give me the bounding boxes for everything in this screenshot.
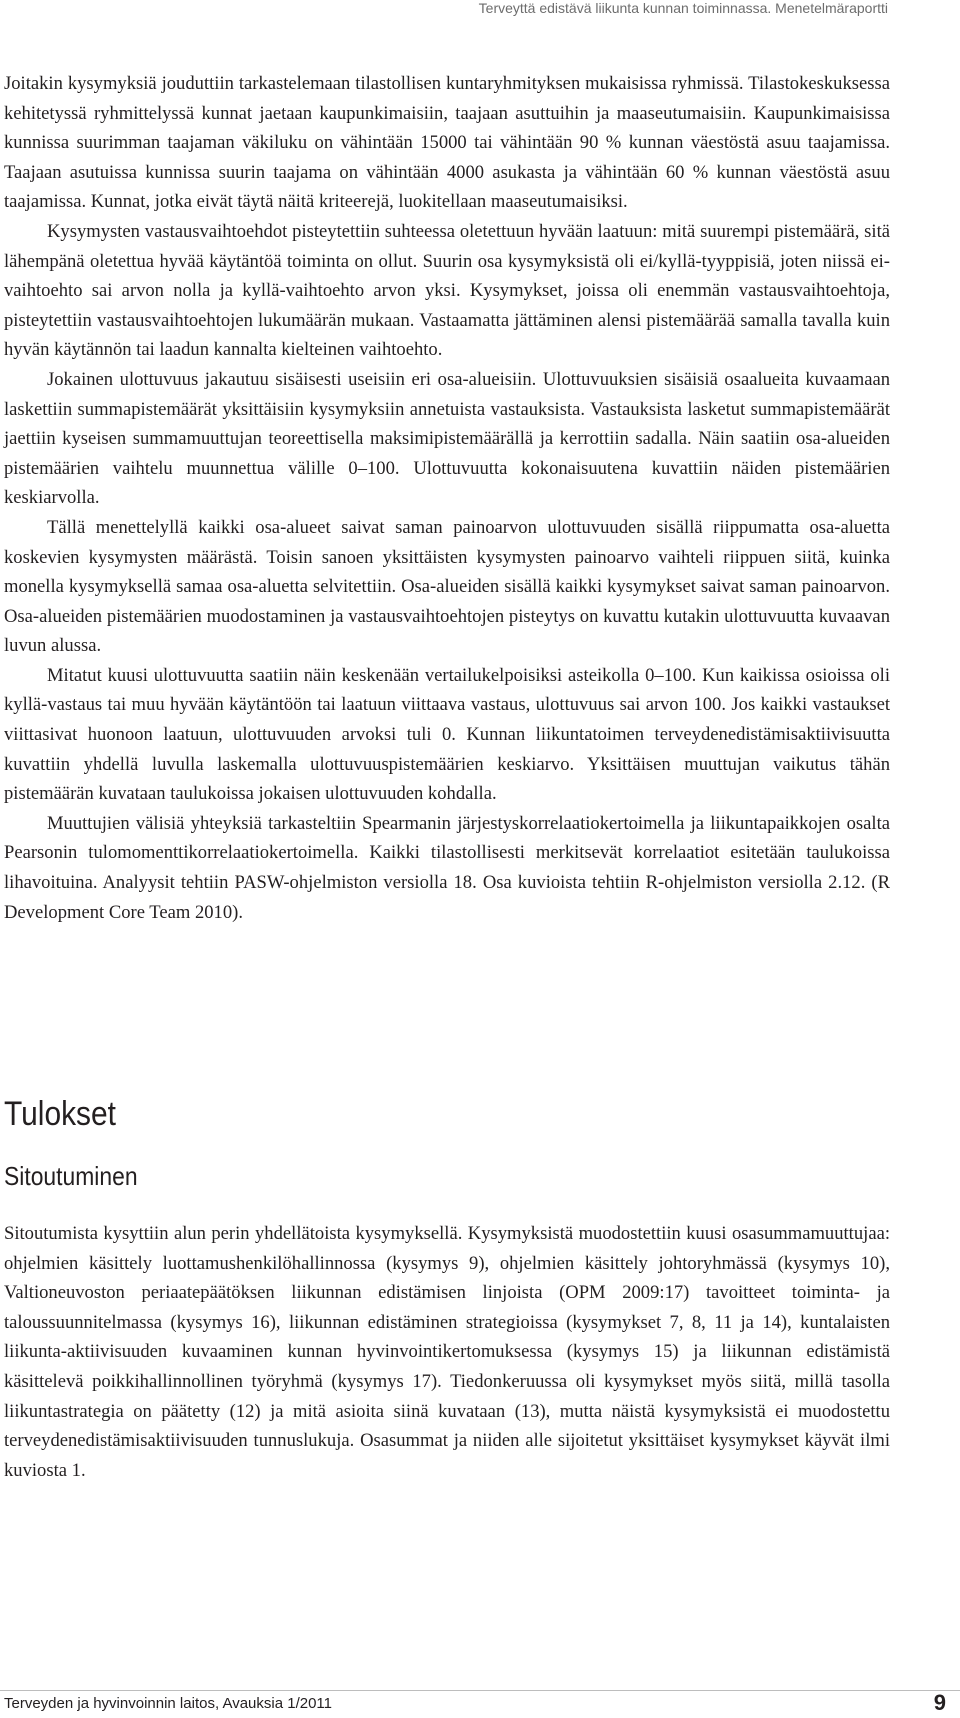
- methods-section: [4, 69, 890, 927]
- page-number: 9: [933, 1690, 946, 1715]
- section-heading: Tulokset: [4, 1095, 116, 1133]
- paragraph: Kysymysten vastausvaihtoehdot pisteytettiin suhteessa oletettuun hyvään laatuun: mitä suurempi pistemäärä, sitä lähempänä oletettua hyvää käytäntöä toiminta on ollut. Suurin osa kysymyksistä oli ei/kyllä-tyyppisiä, joten niissä ei-vaihtoehto sai arvon nolla ja kyllä-vaihtoehto arvon yksi. Kysymykset, joissa oli enemmän vastausvaihtoehtoja, pisteytettiin vastausvaihtoehtojen lukumäärän mukaan. Vastaamatta jättäminen alensi pistemäärää samalla tavalla kuin hyvän käytännön tai laadun kannalta kielteinen vaihtoehto.: [4, 220, 890, 361]
- paragraph: Tällä menettelyllä kaikki osa-alueet saivat saman painoarvon ulottuvuuden sisällä riippumatta osa-aluetta koskevien kysymysten määrästä. Toisin sanoen yksittäisten kysymysten painoarvo vaihteli riippuen siitä, kuinka monella kysymyksellä samaa osa-aluetta selvitettiin. Osa-alueiden sisällä kaikki kysymykset saivat saman painoarvon. Osa-alueiden pistemäärien muodostaminen ja vastausvaihtoehtojen pisteytys on kuvattu kutakin ulottuvuutta kuvaavan luvun alussa.: [4, 516, 890, 657]
- paragraph: Mitatut kuusi ulottuvuutta saatiin näin keskenään vertailukelpoisiksi asteikolla 0–100. Kun kaikissa osioissa oli kyllä-vastaus tai muu hyvään käytäntöön tai laatuun viittaava vastaus, ulottuvuus sai arvon 100. Jos kaikki vastaukset viittasivat huonoon laatuun, ulottuvuuden arvoksi tuli 0. Kunnan liikuntatoimen terveydenedistämisaktiivisuutta kuvattiin yhdellä luvulla laskemalla ulottuvuuspistemäärien keskiarvo. Yksittäisen muuttujan vaikutus tähän pistemäärän kuvataan taulukoissa jokaisen ulottuvuuden kohdalla.: [4, 664, 890, 805]
- subsection-heading: Sitoutuminen: [4, 1161, 138, 1191]
- paragraph: Muuttujien välisiä yhteyksiä tarkasteltiin Spearmanin järjestyskorrelaatiokertoimella ja liikuntapaikkojen osalta Pearsonin tulomomenttikorrelaatiokertoimella. Kaikki tilastollisesti merkitsevät korrelaatiot esitetään taulukoissa lihavoituina. Analyysit tehtiin PASW-ohjelmiston versiolla 18. Osa kuvioista tehtiin R-ohjelmiston versiolla 2.12. (R Development Core Team 2010).: [4, 812, 890, 923]
- paragraph: Joitakin kysymyksiä jouduttiin tarkastelemaan tilastollisen kuntaryhmityksen mukaisissa ryhmissä. Tilastokeskuksessa kehitetyssä ryhmittelyssä kunnat jaetaan kaupunkimaisiin, taajaan asuttuihin ja maaseutumaisiin. Kaupunkimaisissa kunnissa suurimman taajaman väkiluku on vähintään 15000 tai vähintään 90 % kunnan väestöstä asuu taajamissa. Taajaan asutuissa kunnissa suurin taajama on vähintään 4000 asukasta ja vähintään 60 % kunnan väestöstä asuu taajamissa. Kunnat, jotka eivät täytä näitä kriteerejä, luokitellaan maaseutumaisiksi.: [4, 73, 890, 213]
- running-header: Terveyttä edistävä liikunta kunnan toiminnassa. Menetelmäraportti: [478, 0, 888, 16]
- footer-publication: Terveyden ja hyvinvoinnin laitos, Avauksia 1/2011: [4, 1695, 332, 1712]
- paragraph: Sitoutumista kysyttiin alun perin yhdellätoista kysymyksellä. Kysymyksistä muodostettiin kuusi osasummamuuttujaa: ohjelmien käsittely luottamushenkilöhallinnossa (kysymys 9), ohjelmien käsittely johtoryhmässä (kysymys 10), Valtioneuvoston periaatepäätöksen liikunnan edistämisen linjoista (OPM 2009:17) tavoitteet toiminta- ja taloussuunnitelmassa (kysymys 16), liikunnan edistäminen strategioissa (kysymykset 7, 8, 11 ja 14), kuntalaisten liikunta-aktiivisuuden kuvaaminen kunnan hyvinvointikertomuksessa (kysymys 15) ja liikunnan edistämistä käsittelevä poikkihallinnollinen työryhmä (kysymys 17). Tiedonkeruussa oli kysymykset myös siitä, millä tasolla liikuntastrategia on päätetty (12) ja mitä asioita siinä kuvataan (13), mutta näistä kysymyksistä ei muodostettu terveydenedistämisaktiivisuuden tunnuslukuja. Osasummat ja niiden alle sijoitetut yksittäiset kysymykset käyvät ilmi kuviosta 1.: [4, 1223, 890, 1481]
- footer-rule: [0, 1690, 960, 1691]
- paragraph: Jokainen ulottuvuus jakautuu sisäisesti useisiin eri osa-alueisiin. Ulottuvuuksien sisäisiä osaalueita kuvaamaan laskettiin summapistemäärät yksittäisiin kysymyksiin annetuista vastauksista. Vastauksista lasketut summapistemäärät jaettiin kyseisen summamuuttujan teoreettisella maksimipistemäärällä ja kerrottiin sadalla. Näin saatiin osa-alueiden pistemäärien vaihtelu muunnettua välille 0–100. Ulottuvuutta kokonaisuutena kuvattiin näiden pistemäärien keskiarvolla.: [4, 368, 890, 509]
- results-section: [4, 1219, 890, 1485]
